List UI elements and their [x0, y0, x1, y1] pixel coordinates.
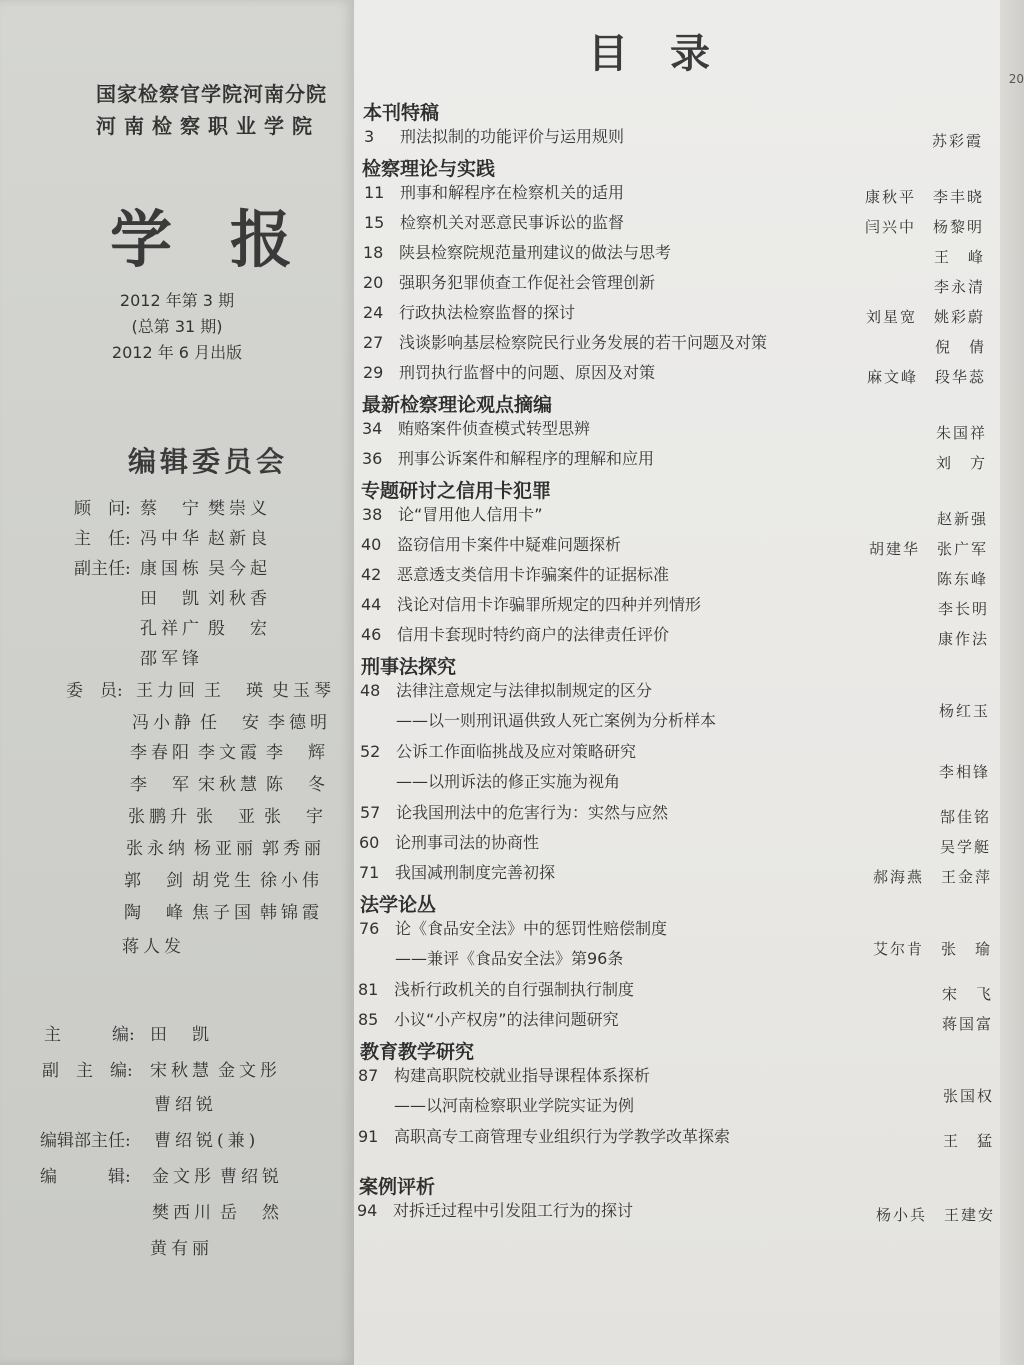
masthead-name: 李春阳 — [130, 743, 193, 763]
toc-entry-page: 29 — [363, 363, 384, 382]
toc-entry-authors: 杨红玉 — [938, 702, 990, 720]
masthead-name: 徐小伟 — [260, 871, 323, 891]
edge-page-number: 20 — [1008, 72, 1024, 86]
masthead-name: 李文霞 — [198, 743, 261, 763]
toc-entry-page: 91 — [358, 1127, 379, 1146]
toc-entry-subtitle: ——以一则刑讯逼供致人死亡案例为分析样本 — [396, 711, 717, 730]
masthead-names — [140, 644, 208, 669]
masthead-names — [140, 554, 276, 579]
toc-entry-authors: 艾尔肯 张 瑜 — [872, 940, 992, 958]
masthead-name: 冯中华 — [140, 529, 203, 549]
toc-entry-title: 我国减刑制度完善初探 — [395, 863, 556, 882]
toc-entry-title: 陕县检察院规范量刑建议的做法与思考 — [399, 243, 672, 262]
masthead-names — [130, 770, 334, 795]
toc-entry-subtitle: ——以刑诉法的修正实施为视角 — [396, 772, 621, 791]
toc-entry-title: 贿赂案件侦查模式转型思辨 — [398, 419, 591, 438]
toc-entry-page: 94 — [357, 1201, 378, 1220]
masthead-name: 郭 剑 — [124, 871, 187, 891]
toc-entry-title: 论我国刑法中的危害行为：实然与应然 — [396, 803, 669, 822]
toc-entry-page: 11 — [364, 183, 385, 202]
toc-entry — [363, 240, 671, 263]
toc-entry — [358, 1007, 619, 1030]
toc-entry-title: 构建高职院校就业指导课程体系探析 — [394, 1066, 651, 1085]
toc-entry — [364, 124, 624, 147]
masthead-names — [140, 494, 276, 519]
toc-entry — [360, 739, 636, 762]
masthead-name: 田 凯 — [140, 589, 203, 609]
toc-entry-page: 60 — [359, 833, 380, 852]
toc-entry-page: 27 — [363, 333, 384, 352]
masthead-names — [140, 524, 276, 549]
toc-entry-page: 57 — [360, 803, 381, 822]
masthead-role-label: 编辑部主任: — [40, 1131, 131, 1151]
masthead-name: 樊西川 — [152, 1203, 215, 1223]
toc-entry-authors: 郜佳铭 — [939, 808, 991, 826]
toc-entry-authors: 王 峰 — [933, 248, 985, 266]
toc-entry — [364, 180, 624, 203]
toc-section-heading: 法学论丛 — [360, 894, 437, 916]
masthead-name: 李德明 — [268, 713, 331, 733]
toc-entry-title: 刑事公诉案件和解程序的理解和应用 — [398, 449, 655, 468]
masthead-name: 曹绍锐 — [154, 1095, 217, 1115]
toc-entry-title: 行政执法检察监督的探讨 — [399, 303, 576, 322]
masthead-name: 樊崇义 — [208, 499, 271, 519]
toc-entry-subtitle: ——以河南检察职业学院实证为例 — [394, 1096, 635, 1115]
masthead-name: 张鹏升 — [128, 807, 191, 827]
masthead-name: 金文彤 — [152, 1167, 215, 1187]
masthead-name: 蔡 宁 — [140, 499, 203, 519]
toc-entry — [364, 210, 624, 233]
masthead-name: 郭秀丽 — [262, 839, 325, 859]
toc-entry-authors: 陈东峰 — [936, 570, 988, 588]
toc-entry-page: 40 — [361, 535, 382, 554]
issue-total: (总第 31 期) — [131, 317, 223, 336]
toc-entry — [363, 360, 655, 383]
masthead-role-label: 副主任: — [74, 559, 131, 579]
toc-section-heading: 检察理论与实践 — [362, 158, 496, 180]
toc-entry — [358, 1063, 650, 1086]
toc-entry-authors: 胡建华 张广军 — [868, 540, 988, 558]
toc-entry-title: 论刑事司法的协商性 — [395, 833, 540, 852]
masthead-name: 宋秋慧 — [198, 775, 261, 795]
masthead-names — [136, 676, 340, 701]
toc-entry-authors: 刘 方 — [935, 454, 987, 472]
toc-section-heading: 案例评析 — [359, 1176, 436, 1198]
masthead-name: 王力回 — [136, 681, 199, 701]
toc-entry-title: 论“冒用他人信用卡” — [398, 505, 543, 524]
toc-entry-authors: 闫兴中 杨黎明 — [864, 218, 984, 236]
toc-entry-page: 44 — [361, 595, 382, 614]
masthead-role-label: 编 辑: — [40, 1167, 131, 1187]
masthead-name: 焦子国 — [192, 903, 255, 923]
toc-entry-page: 20 — [363, 273, 384, 292]
issue-date: 2012 年 6 月出版 — [111, 343, 243, 362]
toc-entry-title: 法律注意规定与法律拟制规定的区分 — [396, 681, 653, 700]
toc-entry-title: 强职务犯罪侦查工作促社会管理创新 — [399, 273, 656, 292]
toc-entry-title: 刑事和解程序在检察机关的适用 — [400, 183, 625, 202]
masthead-name: 王 瑛 — [204, 681, 267, 701]
masthead-name: 胡党生 — [192, 871, 255, 891]
toc-title: 目录 — [588, 30, 752, 77]
toc-entry-authors: 康作法 — [937, 630, 989, 648]
masthead-name: 杨亚丽 — [194, 839, 257, 859]
toc-entry-page: 48 — [360, 681, 381, 700]
toc-entry-title: 公诉工作面临挑战及应对策略研究 — [396, 742, 637, 761]
toc-entry-authors: 李相锋 — [938, 763, 990, 781]
masthead-name: 孔祥广 — [140, 619, 203, 639]
toc-entry-page: 81 — [358, 980, 379, 999]
toc-entry — [362, 446, 654, 469]
toc-entry-page: 76 — [359, 919, 380, 938]
masthead-names — [126, 834, 330, 859]
masthead-name: 宋秋慧 — [150, 1061, 213, 1081]
journal-title: 学报 — [110, 203, 351, 276]
toc-entry-page: 46 — [361, 625, 382, 644]
masthead-name: 韩锦霞 — [260, 903, 323, 923]
toc-entry-authors: 李永清 — [933, 278, 985, 296]
toc-entry — [361, 622, 669, 645]
masthead-name: 曹绍锐(兼) — [154, 1131, 260, 1151]
toc-entry-authors: 麻文峰 段华蕊 — [866, 368, 986, 386]
masthead-names — [150, 1056, 286, 1081]
toc-section-heading: 刑事法探究 — [361, 656, 457, 678]
masthead-name: 吴今起 — [208, 559, 271, 579]
toc-entry — [361, 592, 701, 615]
toc-entry — [358, 977, 634, 1000]
masthead-name: 岳 然 — [220, 1203, 283, 1223]
masthead-names — [140, 614, 276, 639]
masthead-name: 曹绍锐 — [220, 1167, 283, 1187]
toc-entry-title: 恶意透支类信用卡诈骗案件的证据标准 — [397, 565, 670, 584]
toc-entry-title: 论《食品安全法》中的惩罚性赔偿制度 — [395, 919, 668, 938]
masthead-role-label: 主 编: — [44, 1025, 135, 1045]
toc-entry-title: 高职高专工商管理专业组织行为学教学改革探索 — [394, 1127, 731, 1146]
institution-line-2: 河南检察职业学院 — [96, 114, 320, 138]
toc-entry-authors: 张国权 — [942, 1087, 994, 1105]
toc-entry-subtitle: ——兼评《食品安全法》第96条 — [395, 949, 624, 968]
toc-entry-authors: 朱国祥 — [935, 424, 987, 442]
masthead-names — [154, 1126, 260, 1151]
toc-entry-title: 小议“小产权房”的法律问题研究 — [394, 1010, 619, 1029]
masthead-role-label: 委 员: — [66, 681, 123, 701]
masthead-names — [152, 1198, 288, 1223]
masthead-names — [154, 1090, 222, 1115]
toc-entry-page: 42 — [361, 565, 382, 584]
toc-entry-title: 刑罚执行监督中的问题、原因及对策 — [399, 363, 656, 382]
toc-entry-page: 18 — [363, 243, 384, 262]
toc-entry-page: 24 — [363, 303, 384, 322]
toc-entry — [361, 562, 669, 585]
masthead-name: 陈 冬 — [266, 775, 329, 795]
masthead-name: 陶 峰 — [124, 903, 187, 923]
toc-section-heading: 本刊特稿 — [363, 102, 440, 124]
toc-entry-authors: 刘星宽 姚彩蔚 — [865, 308, 985, 326]
toc-entry — [359, 860, 555, 883]
toc-section-heading: 最新检察理论观点摘编 — [362, 394, 553, 416]
masthead-name: 金文彤 — [218, 1061, 281, 1081]
masthead-name: 李 辉 — [266, 743, 329, 763]
toc-entry-title: 浅谈影响基层检察院民行业务发展的若干问题及对策 — [399, 333, 768, 352]
masthead-name: 冯小静 — [132, 713, 195, 733]
masthead-names — [128, 802, 332, 827]
toc-entry — [362, 502, 543, 525]
masthead-name: 史玉琴 — [272, 681, 335, 701]
masthead-name: 张永纳 — [126, 839, 189, 859]
committee-title: 编辑委员会 — [128, 445, 289, 478]
toc-entry — [362, 416, 590, 439]
toc-entry-authors: 王 猛 — [942, 1132, 994, 1150]
toc-entry-page: 3 — [364, 127, 375, 146]
toc-entry — [361, 532, 621, 555]
masthead-names — [140, 584, 276, 609]
toc-entry-title: 信用卡套现时特约商户的法律责任评价 — [397, 625, 670, 644]
masthead-role-label: 顾 问: — [74, 499, 131, 519]
toc-entry-title: 刑法拟制的功能评价与运用规则 — [400, 127, 625, 146]
masthead-name: 邵军锋 — [140, 649, 203, 669]
toc-entry-page: 87 — [358, 1066, 379, 1085]
masthead-names — [150, 1234, 218, 1259]
toc-entry-title: 检察机关对恶意民事诉讼的监督 — [400, 213, 625, 232]
masthead-name: 黄有丽 — [150, 1239, 213, 1259]
masthead-names — [122, 932, 190, 957]
toc-entry — [359, 830, 539, 853]
toc-entry-page: 15 — [364, 213, 385, 232]
toc-entry — [363, 300, 575, 323]
masthead-names — [150, 1020, 218, 1045]
toc-entry-authors: 宋 飞 — [941, 985, 993, 1003]
masthead-name: 蒋人发 — [122, 937, 185, 957]
toc-entry-authors: 苏彩霞 — [931, 132, 983, 150]
masthead-name: 田 凯 — [150, 1025, 213, 1045]
toc-entry — [357, 1198, 633, 1221]
masthead-name: 赵新良 — [208, 529, 271, 549]
masthead-name: 张 宇 — [264, 807, 327, 827]
toc-entry-title: 浅论对信用卡诈骗罪所规定的四种并列情形 — [397, 595, 702, 614]
masthead-panel — [0, 0, 354, 1365]
toc-section-heading: 教育教学研究 — [360, 1041, 475, 1063]
next-page-edge — [1000, 0, 1024, 1365]
toc-entry-page: 52 — [360, 742, 381, 761]
toc-entry — [363, 330, 767, 353]
toc-entry-title: 盗窃信用卡案件中疑难问题探析 — [397, 535, 622, 554]
toc-entry-authors: 李长明 — [937, 600, 989, 618]
masthead-name: 康国栋 — [140, 559, 203, 579]
toc-entry-page: 71 — [359, 863, 380, 882]
toc-entry-page: 36 — [362, 449, 383, 468]
masthead-role-label: 副 主 编: — [42, 1061, 133, 1081]
toc-entry — [359, 916, 667, 939]
masthead-name: 李 军 — [130, 775, 193, 795]
toc-entry-authors: 蒋国富 — [941, 1015, 993, 1033]
toc-entry-page: 85 — [358, 1010, 379, 1029]
toc-entry-page: 34 — [362, 419, 383, 438]
toc-entry-authors: 吴学艇 — [939, 838, 991, 856]
masthead-names — [124, 866, 328, 891]
toc-entry — [360, 800, 668, 823]
toc-entry — [360, 678, 652, 701]
toc-entry-authors: 倪 倩 — [934, 338, 986, 356]
toc-entry-authors: 赵新强 — [936, 510, 988, 528]
masthead-name: 任 安 — [200, 713, 263, 733]
toc-entry-authors: 郝海燕 王金萍 — [872, 868, 992, 886]
toc-entry — [358, 1124, 730, 1147]
masthead-role-label: 主 任: — [74, 529, 131, 549]
toc-entry-title: 浅析行政机关的自行强制执行制度 — [394, 980, 635, 999]
masthead-names — [124, 898, 328, 923]
toc-entry-title: 对拆迁过程中引发阻工行为的探讨 — [393, 1201, 634, 1220]
toc-entry — [363, 270, 655, 293]
masthead-name: 殷 宏 — [208, 619, 271, 639]
toc-entry-page: 38 — [362, 505, 383, 524]
masthead-names — [152, 1162, 288, 1187]
institution-line-1: 国家检察官学院河南分院 — [96, 82, 327, 106]
masthead-name: 张 亚 — [196, 807, 259, 827]
masthead-names — [130, 738, 334, 763]
toc-entry-authors: 康秋平 李丰晓 — [864, 188, 984, 206]
issue-year: 2012 年第 3 期 — [119, 291, 235, 310]
masthead-name: 刘秋香 — [208, 589, 271, 609]
toc-entry-authors: 杨小兵 王建安 — [875, 1206, 995, 1224]
masthead-names — [132, 708, 336, 733]
toc-section-heading: 专题研讨之信用卡犯罪 — [361, 480, 552, 502]
